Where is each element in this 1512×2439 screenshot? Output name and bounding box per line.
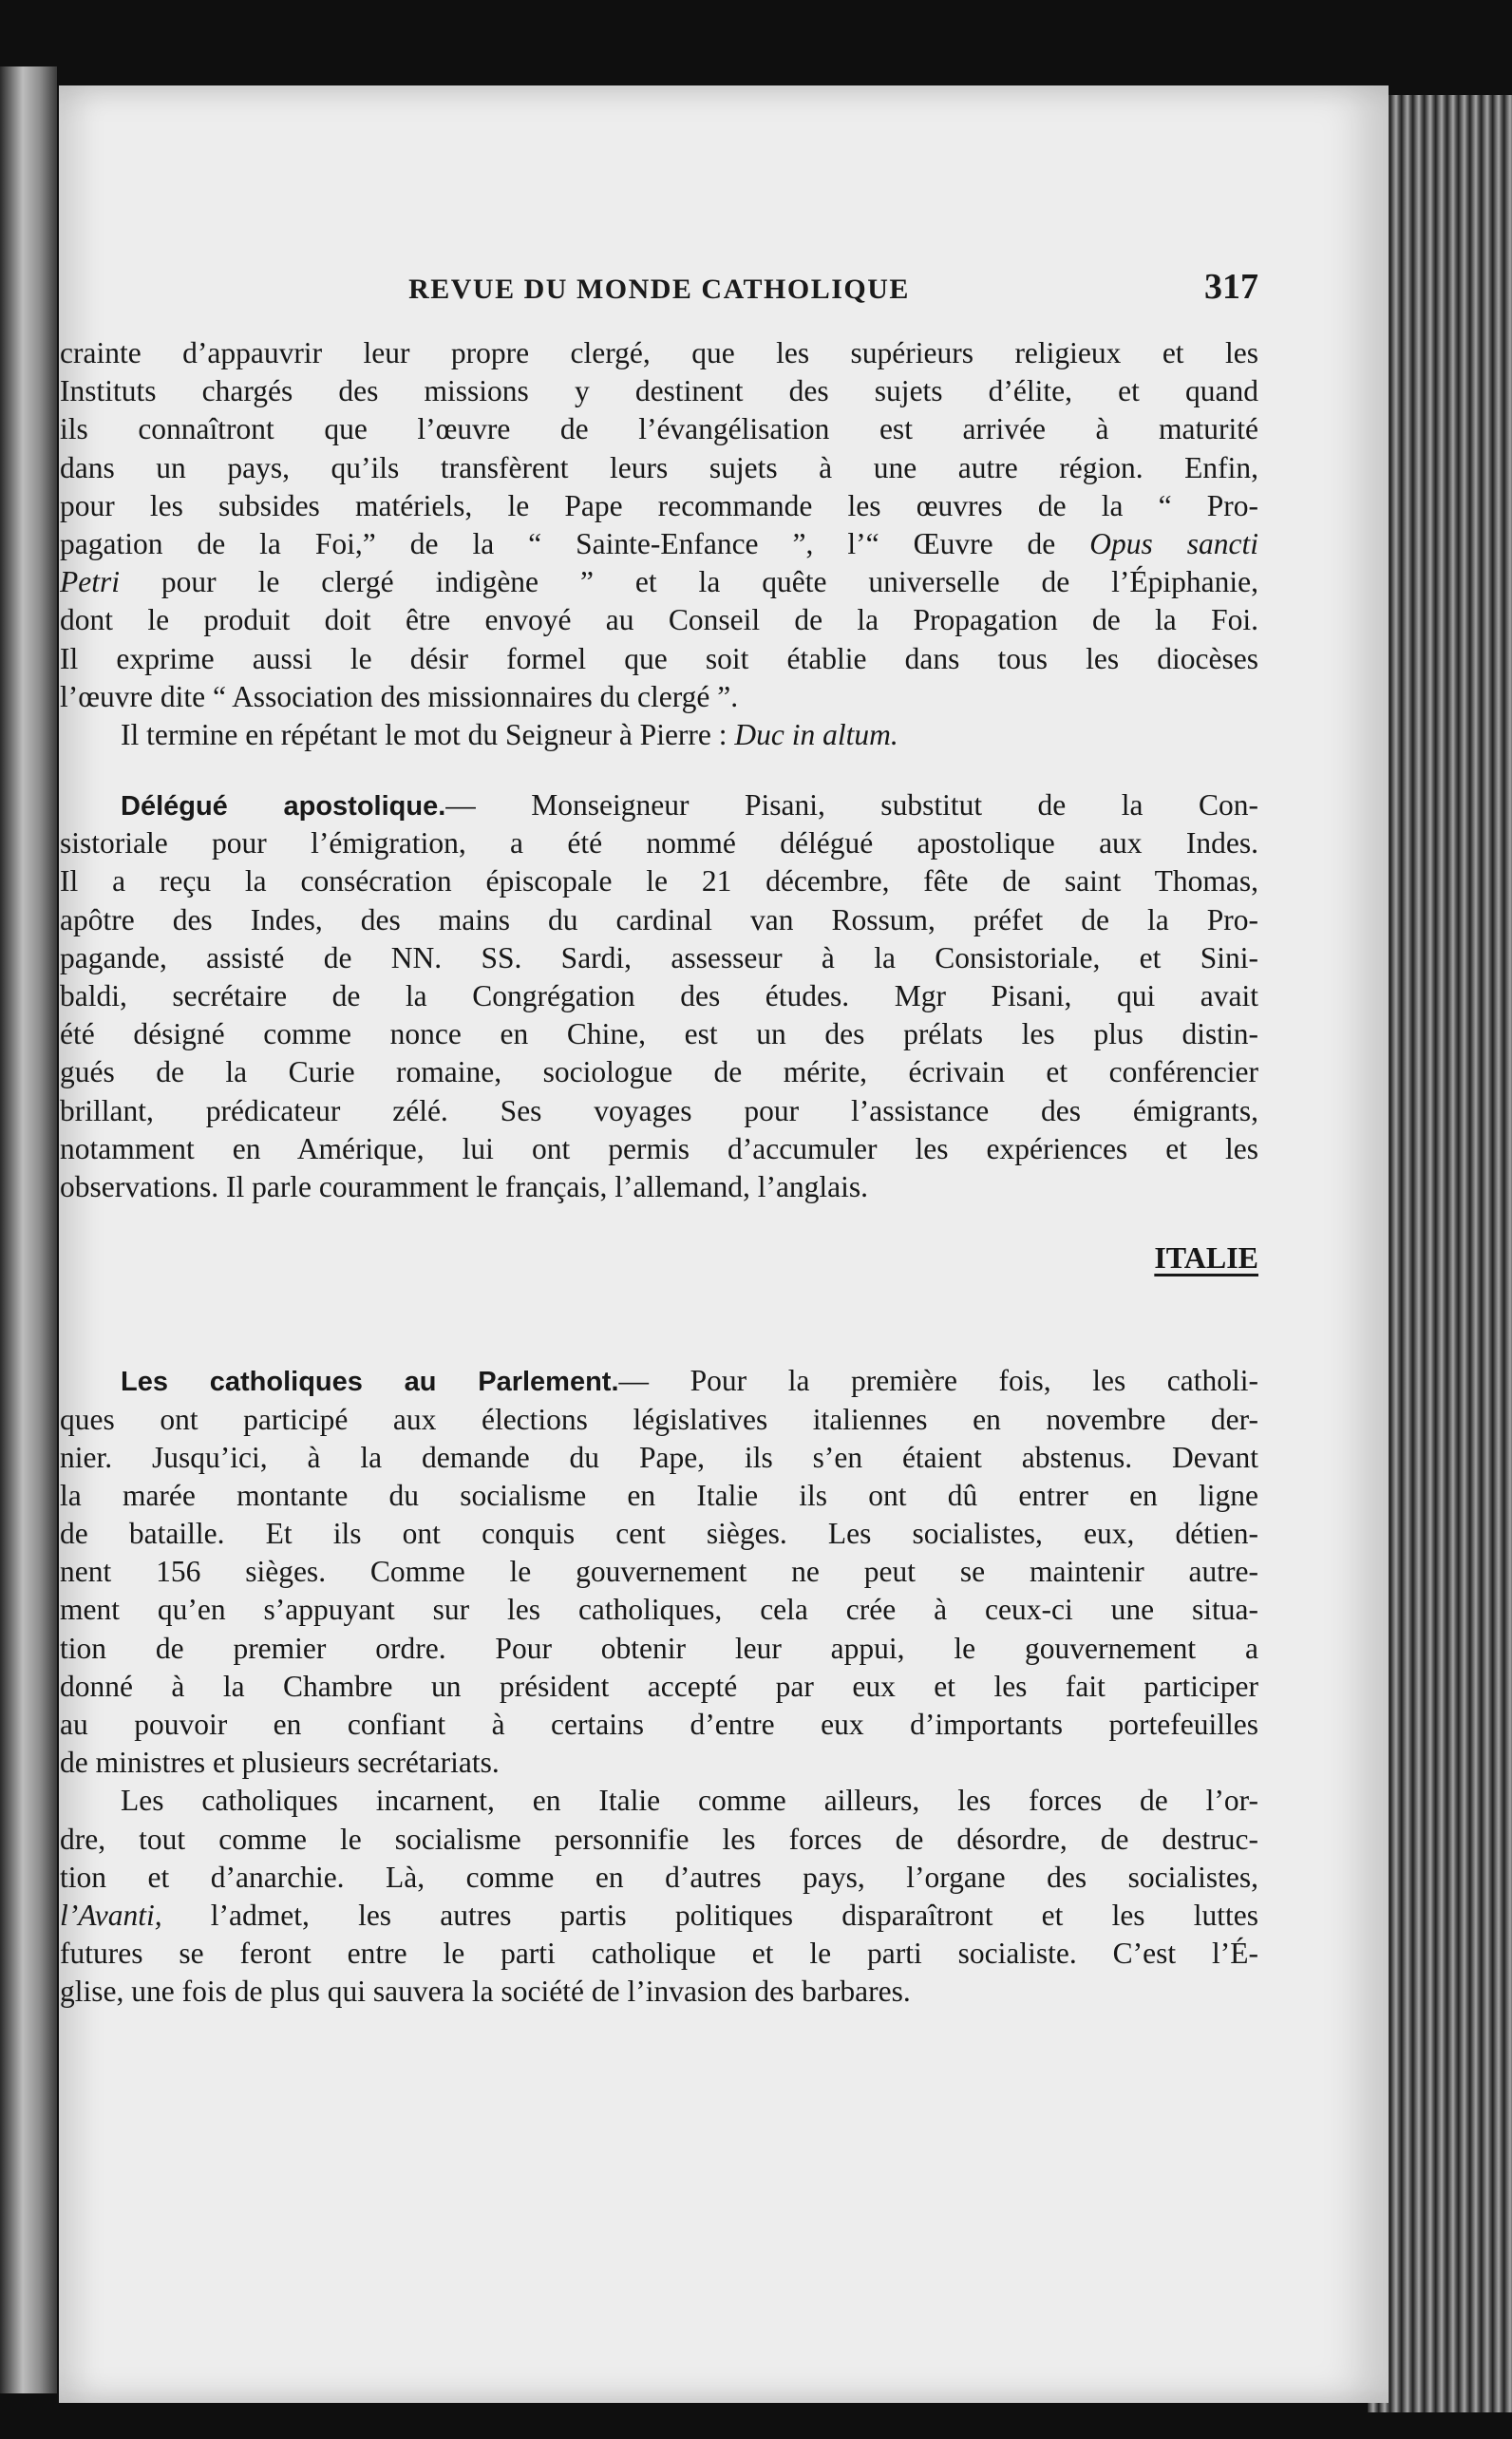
italic-text: l’Avanti, [60,1898,162,1932]
text-segment: pagation de la Foi,” de la “ Sainte-Enfance ”, l’“ Œuvre de [60,526,1090,560]
text-line [60,786,1258,824]
text-line: futures se feront entre le parti catholique et le parti socialiste. C’est l’É- [60,1937,1258,1971]
italic-text: Opus sancti [1089,526,1258,560]
text-line: nent 156 sièges. Comme le gouvernement ne peut se maintenir autre- [60,1555,1258,1589]
text-line: Il exprime aussi le désir formel que soit établie dans tous les diocèses [60,641,1258,675]
text-line: l’œuvre dite “ Association des missionnaires du clergé ”. [60,679,739,713]
text-segment: pour le clergé indigène ” et la quête universelle de l’Épiphanie, [120,565,1258,599]
text-segment: l’admet, les autres partis politiques disparaîtront et les luttes [161,1898,1258,1932]
running-header [60,266,1258,313]
section-gap [60,1276,1258,1362]
text-line: gués de la Curie romaine, sociologue de mérite, écrivain et conférencier [60,1055,1258,1089]
text-line: tion de premier ordre. Pour obtenir leur appui, le gouvernement a [60,1631,1258,1665]
running-title: REVUE DU MONDE CATHOLIQUE [408,274,910,305]
italic-text: Petri [60,565,120,599]
section-title: ITALIE [1154,1240,1258,1276]
text-line: dre, tout comme le socialisme personnifie les forces de désordre, de destruc- [60,1822,1258,1856]
run-in-heading: Les catholiques au Parlement. [121,1367,619,1398]
run-in-heading: Délégué apostolique. [121,791,446,822]
text-line [60,563,1258,601]
text-line: apôtre des Indes, des mains du cardinal van Rossum, préfet de la Pro- [60,902,1258,936]
text-line: tion et d’anarchie. Là, comme en d’autres pays, l’organe des socialistes, [60,1860,1258,1894]
text-line: pagande, assisté de NN. SS. Sardi, assesseur à la Consistoriale, et Sini- [60,940,1258,974]
text-line: pour les subsides matériels, le Pape recommande les œuvres de la “ Pro- [60,488,1258,522]
text-line: notamment en Amérique, lui ont permis d’accumuler les expériences et les [60,1131,1258,1165]
text-line: donné à la Chambre un président accepté par eux et les fait participer [60,1669,1258,1703]
text-line: au pouvoir en confiant à certains d’entre eux d’importants portefeuilles [60,1708,1258,1741]
paragraph-parlement [60,1362,1258,1782]
text-line: Instituts chargés des missions y destinent des sujets d’élite, et quand [60,374,1258,408]
text-line [60,1897,1258,1935]
text-line [60,716,1258,754]
section-gap [60,1206,1258,1238]
text-line: baldi, secrétaire de la Congrégation des études. Mgr Pisani, qui avait [60,979,1258,1012]
text-line: ques ont participé aux élections législatives italiennes en novembre der- [60,1402,1258,1436]
text-line: dans un pays, qu’ils transfèrent leurs sujets à une autre région. Enfin, [60,450,1258,484]
text-line: de bataille. Et ils ont conquis cent sièges. Les socialistes, eux, détien- [60,1517,1258,1551]
text-line: glise, une fois de plus qui sauvera la société de l’invasion des barbares. [60,1975,911,2009]
paragraph-delegue [60,786,1258,1206]
text-line: ils connaîtront que l’œuvre de l’évangélisation est arrivée à maturité [60,412,1258,446]
text-segment: Il termine en répétant le mot du Seigneur à Pierre : [121,717,735,751]
text-line: ment qu’en s’appuyant sur les catholiques, cela crée à ceux-ci une situa- [60,1593,1258,1627]
text-line [60,1362,1258,1400]
text-line: nier. Jusqu’ici, à la demande du Pape, ils s’en étaient abstenus. Devant [60,1440,1258,1474]
text-line: Les catholiques incarnent, en Italie comme ailleurs, les forces de l’or- [121,1784,1258,1818]
text-line: été désigné comme nonce en Chine, est un des prélats les plus distin- [60,1017,1258,1051]
text-line: sistoriale pour l’émigration, a été nommé délégué apostolique aux Indes. [60,826,1258,860]
text-line: brillant, prédicateur zélé. Ses voyages pour l’assistance des émigrants, [60,1093,1258,1127]
text-line: crainte d’appauvrir leur propre clergé, que les supérieurs religieux et les [60,336,1258,369]
paragraph-forces [60,1782,1258,2011]
text-line: Il a reçu la consécration épiscopale le 21 décembre, fête de saint Thomas, [60,864,1258,898]
paragraph-gap [60,754,1258,786]
book-page-edges [1368,95,1512,2412]
text-line: observations. Il parle couramment le français, l’allemand, l’anglais. [60,1169,869,1203]
text-line [60,525,1258,563]
section-heading [60,1238,1258,1276]
text-segment: — Monseigneur Pisani, substitut de la Con- [445,788,1258,822]
text-line: dont le produit doit être envoyé au Conseil de la Propagation de la Foi. [60,603,1258,637]
book-left-edge [0,66,57,2393]
italic-text: Duc in altum. [734,717,898,751]
page-number: 317 [1204,267,1258,307]
paragraph-missions [60,334,1258,754]
text-line: de ministres et plusieurs secrétariats. [60,1746,500,1780]
text-segment: — Pour la première fois, les catholi- [618,1364,1258,1398]
text-line: la marée montante du socialisme en Italie ils ont dû entrer en ligne [60,1478,1258,1512]
article-text [60,334,1258,2012]
